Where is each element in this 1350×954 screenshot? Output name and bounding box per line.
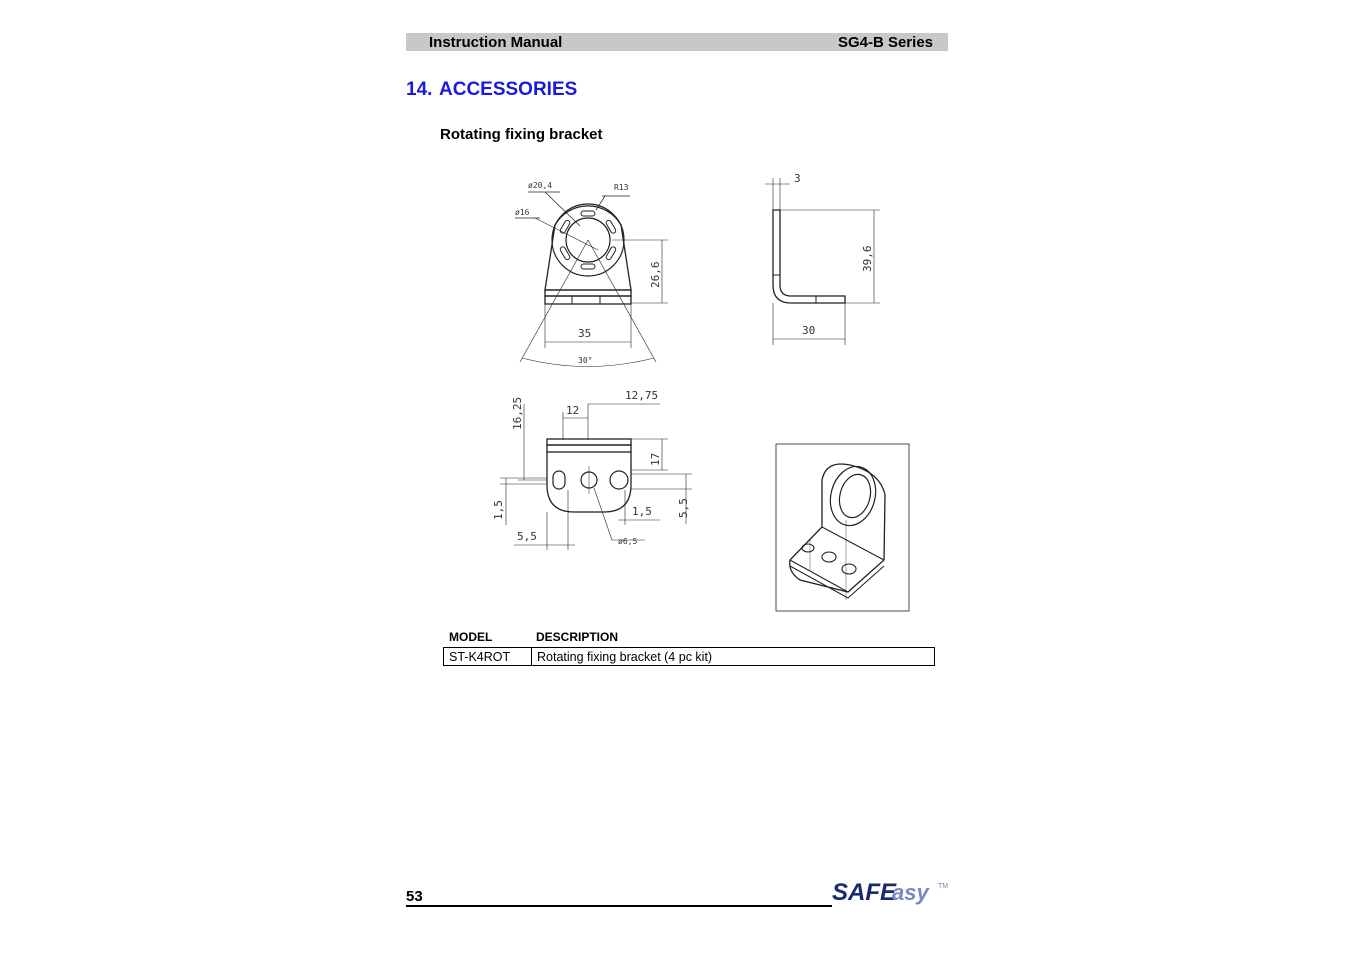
dim-b1: 16,25 [511, 396, 524, 430]
dim-inner-diameter: ø16 [515, 208, 530, 217]
logo-text-bold: SAFE [832, 879, 897, 906]
dim-b4: 17 [649, 452, 662, 466]
manual-title: Instruction Manual [429, 34, 563, 51]
front-view [515, 192, 668, 367]
logo-text-light: asy [892, 880, 929, 905]
dim-b2: 12 [566, 404, 580, 417]
dim-radius: R13 [614, 183, 629, 192]
subsection-title: Rotating fixing bracket [440, 126, 603, 143]
logo-trademark: TM [938, 883, 949, 890]
section-title: ACCESSORIES [439, 79, 578, 100]
dim-side-height: 39,6 [861, 245, 874, 272]
accessories-table [443, 647, 935, 666]
safeasy-logo [832, 876, 952, 908]
dim-outer-diameter: ø20,4 [528, 181, 553, 190]
model-cell: ST-K4ROT [444, 648, 532, 666]
footer-divider [406, 905, 832, 907]
dim-b3: 12,75 [625, 389, 659, 402]
isometric-view [776, 444, 909, 611]
dim-b7: 5,5 [517, 530, 537, 543]
page-number: 53 [406, 888, 423, 905]
dim-b6: 1,5 [632, 505, 652, 518]
series-title: SG4-B Series [837, 34, 933, 51]
dim-front-height: 26,6 [649, 261, 662, 288]
dim-thickness: 3 [794, 172, 801, 185]
dim-angle: 30° [578, 356, 593, 365]
dim-front-width: 35 [578, 327, 592, 340]
description-cell: Rotating fixing bracket (4 pc kit) [532, 648, 935, 666]
table-row [444, 648, 935, 666]
dim-b8: 5,5 [677, 498, 690, 518]
table-header-model: MODEL [449, 630, 493, 644]
dim-b5: 1,5 [492, 500, 505, 520]
bottom-view [500, 404, 692, 550]
dim-side-width: 30 [802, 324, 816, 337]
dim-hole: ø6,5 [618, 537, 638, 546]
section-number: 14. [406, 79, 433, 100]
table-header-description: DESCRIPTION [536, 630, 619, 644]
